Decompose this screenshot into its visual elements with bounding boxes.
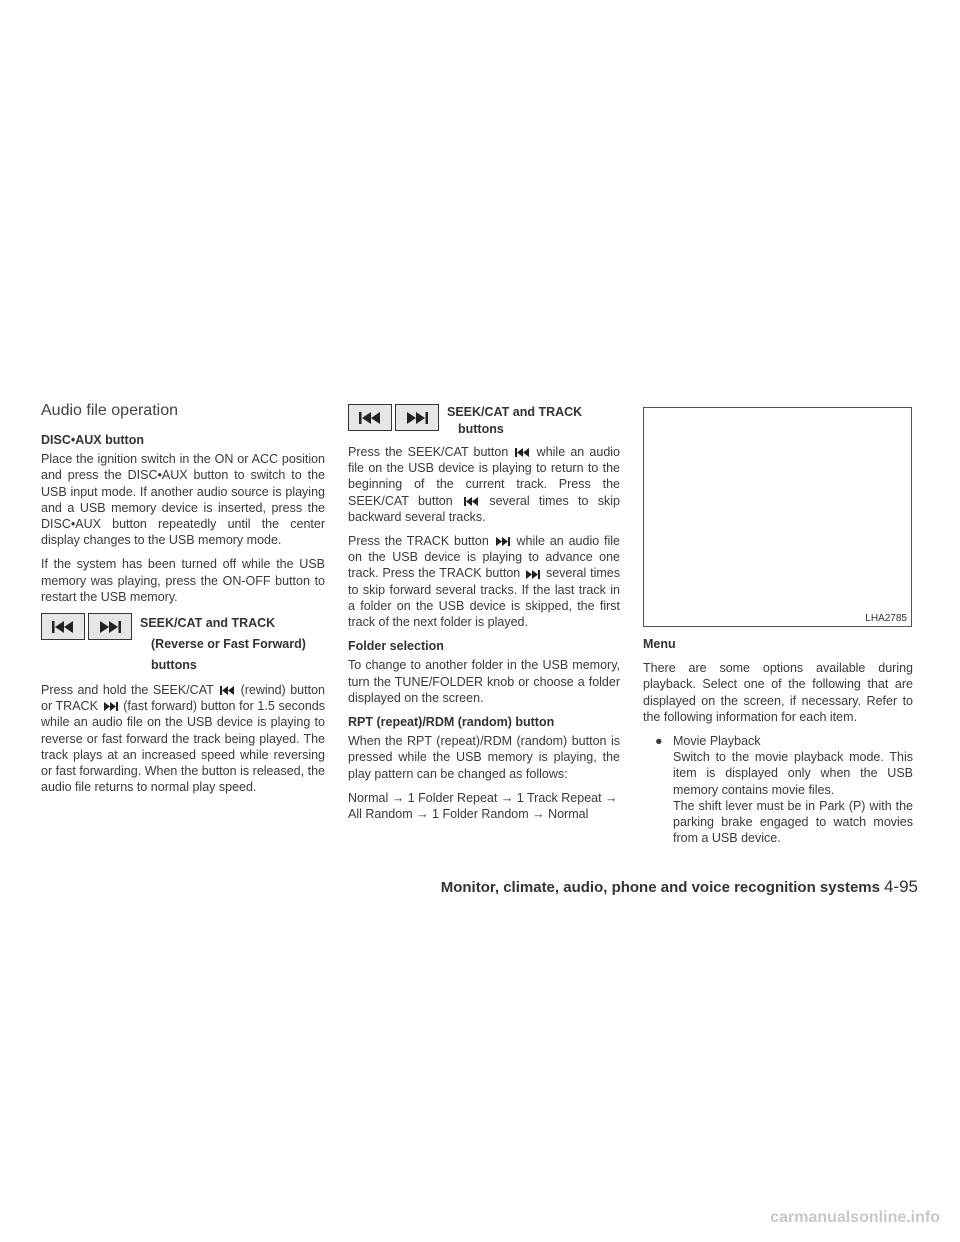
seek-back-key-2 [348, 404, 392, 431]
disc-aux-heading: DISC•AUX button [41, 433, 144, 447]
text-segment: (rewind) button or TRACK [41, 683, 325, 714]
text-segment: several times to skip forward several tracks. If the last track in a folder on the USB device is skipped, the first track of the next folder is played. [348, 566, 620, 630]
seek-track-buttons-2 [348, 404, 439, 431]
section-title: Audio file operation [41, 402, 178, 419]
text-segment: (fast forward) button for 1.5 seconds while an audio file on the USB device is playing to reverse or fast forward the track being played. The track plays at an increased speed while reversing or fast forwarding. When the button is released, the audio file returns to normal play speed. [41, 699, 325, 795]
seek-back-key [41, 613, 85, 640]
seek-track-caption [140, 613, 306, 676]
page-number: 4-95 [883, 877, 918, 896]
track-paragraph [348, 533, 620, 630]
column-right [643, 636, 913, 846]
folder-selection-paragraph: To change to another folder in the USB memory, turn the TUNE/FOLDER knob or choose a folder displayed on the screen. [348, 658, 620, 705]
text-segment: Press and hold the SEEK/CAT [41, 683, 214, 698]
movie-playback-item [655, 733, 913, 846]
text-segment: several times to skip backward several tracks. [348, 493, 620, 524]
column-middle [348, 404, 620, 830]
skip-back-icon [359, 412, 381, 424]
bullet-mark: ● [655, 734, 663, 749]
rpt-rdm-heading: RPT (repeat)/RDM (random) button [348, 715, 555, 730]
seek-track-caption-2 [447, 404, 582, 438]
text-segment: while an audio file on the USB device is playing to return to the beginning of the current track. Press the SEEK/CAT button [348, 445, 621, 508]
disc-aux-paragraph-2: If the system has been turned off while the USB memory was playing, press the ON-OFF button to restart the USB memory. [41, 557, 325, 604]
illustration-frame [643, 407, 912, 627]
movie-playback-paragraph-2: The shift lever must be in Park (P) with the parking brake engaged to watch movies from a USB device. [673, 798, 913, 846]
movie-playback-body [673, 733, 913, 846]
rpt-rdm-paragraph: When the RPT (repeat)/RDM (random) button is pressed while the USB memory is playing, the play pattern can be changed as follows: [348, 734, 620, 781]
watermark: carmanualsonline.info [770, 1209, 940, 1226]
seek-caption-line-1: SEEK/CAT and TRACK [140, 616, 276, 631]
menu-heading: Menu [643, 637, 676, 651]
rewind-icon [464, 497, 478, 506]
fast-forward-icon [496, 537, 510, 546]
seek-paragraph [348, 444, 620, 525]
rewind-ff-paragraph [41, 682, 325, 795]
text-segment: while an audio file on the USB device is playing to advance one track. Press the TRACK button [348, 534, 621, 581]
seek-track-button-row-2 [348, 404, 620, 438]
seek-caption-line-2: buttons [458, 422, 504, 436]
track-forward-key-2 [395, 404, 439, 431]
rewind-icon [515, 448, 529, 457]
skip-forward-icon [406, 412, 428, 424]
fast-forward-icon [526, 570, 540, 579]
track-forward-key [88, 613, 132, 640]
text-segment: Press the TRACK button [348, 534, 489, 549]
text-segment: Press the SEEK/CAT button [348, 445, 509, 459]
footer-chapter-title: Monitor, climate, audio, phone and voice recognition systems [440, 879, 880, 896]
seek-caption-line-2: (Reverse or Fast Forward) [151, 637, 306, 652]
page-footer [441, 877, 918, 897]
column-left [41, 432, 325, 803]
skip-back-icon [52, 621, 74, 633]
play-pattern: Normal → 1 Folder Repeat → 1 Track Repeat → All Random → 1 Folder Random → Normal [348, 790, 618, 822]
folder-selection-heading: Folder selection [348, 639, 444, 654]
seek-track-button-row [41, 613, 325, 676]
seek-caption-line-1: SEEK/CAT and TRACK [447, 405, 583, 419]
movie-playback-title: Movie Playback [673, 734, 761, 749]
rewind-icon [220, 686, 234, 695]
fast-forward-icon [104, 702, 118, 711]
seek-track-buttons [41, 613, 132, 640]
menu-paragraph: There are some options available during playback. Select one of the following that are displayed on the screen, if necessary. Refer to the following information for each item. [643, 661, 913, 724]
image-code: LHA2785 [865, 613, 907, 624]
disc-aux-paragraph-1: Place the ignition switch in the ON or ACC position and press the DISC•AUX button to switch to the USB input mode. If another audio source is playing and a USB memory device is inserted, press the DISC•AUX button repeatedly until the center display changes to the USB memory mode. [41, 452, 325, 548]
seek-caption-line-3: buttons [151, 658, 197, 673]
movie-playback-paragraph-1: Switch to the movie playback mode. This item is displayed only when the USB memory contains movie files. [673, 750, 913, 797]
skip-forward-icon [99, 621, 121, 633]
